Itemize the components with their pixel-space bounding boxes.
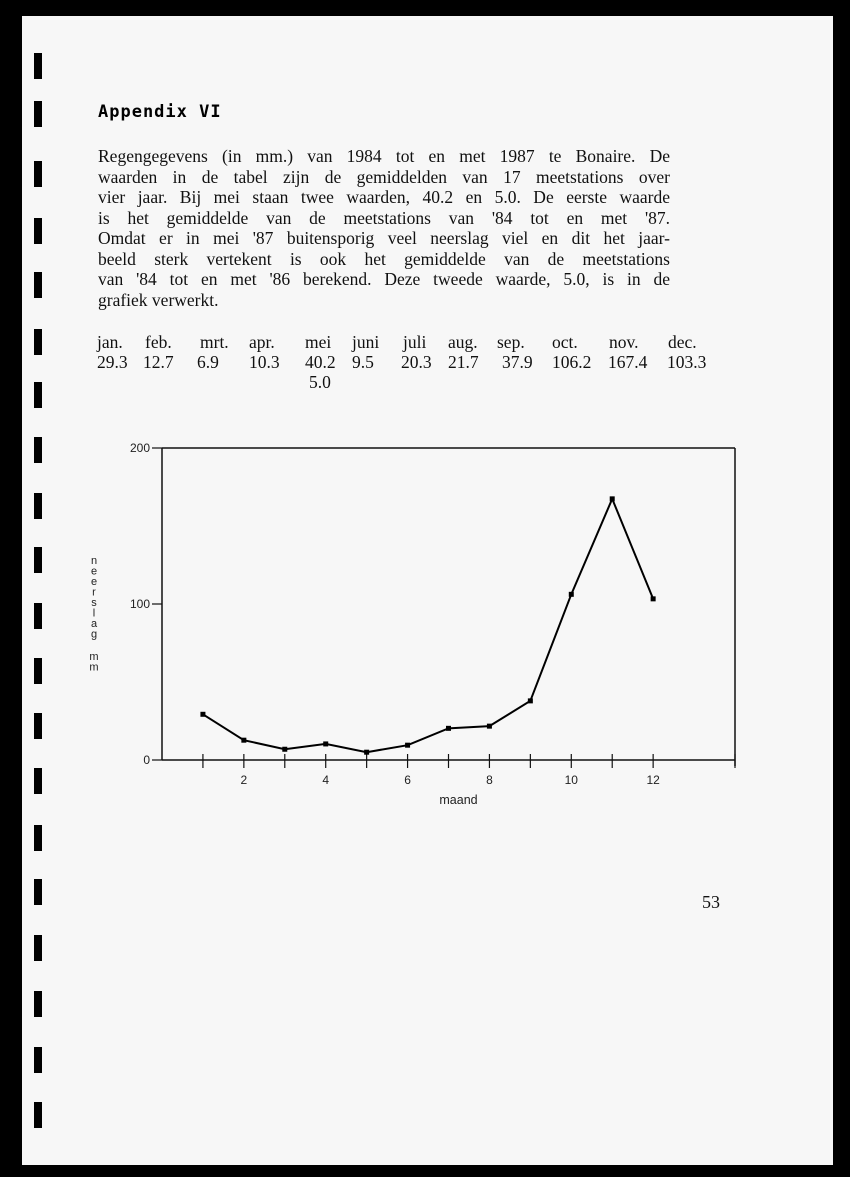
month-value: 167.4 bbox=[608, 352, 648, 372]
month-label: juni bbox=[352, 332, 380, 352]
y-axis-label-char: e bbox=[90, 576, 98, 588]
month-value: 20.3 bbox=[401, 352, 432, 372]
y-axis-label-char: l bbox=[92, 607, 96, 620]
month-value: 10.3 bbox=[249, 352, 280, 372]
binder-hole bbox=[34, 382, 42, 408]
binder-hole bbox=[34, 53, 42, 79]
y-axis-label-char: s bbox=[91, 597, 97, 609]
binder-hole bbox=[34, 218, 42, 244]
month-label: mrt. bbox=[200, 332, 229, 352]
paragraph-line: waarden in de tabel zijn de gemiddelden van 17 meetstations over bbox=[98, 166, 670, 187]
x-tick-label: 2 bbox=[240, 773, 248, 787]
paragraph-line: grafiek verwerkt. bbox=[98, 289, 219, 310]
binder-hole bbox=[34, 101, 42, 127]
data-point bbox=[282, 747, 287, 752]
month-label: dec. bbox=[668, 332, 697, 352]
series-line bbox=[203, 499, 653, 752]
data-point bbox=[364, 750, 369, 755]
month-value: 40.2 bbox=[305, 352, 336, 372]
month-label: oct. bbox=[552, 332, 578, 352]
month-value: 103.3 bbox=[667, 352, 707, 372]
binder-hole bbox=[34, 1102, 42, 1128]
data-point bbox=[651, 596, 656, 601]
data-point bbox=[446, 726, 451, 731]
month-label: feb. bbox=[145, 332, 172, 352]
paragraph-line: beeld sterk vertekent is ook het gemiddelde van de meetstations bbox=[98, 248, 670, 269]
x-tick-label: 10 bbox=[564, 773, 578, 787]
y-tick-label: 200 bbox=[129, 441, 150, 455]
month-label: aug. bbox=[448, 332, 478, 352]
data-point bbox=[487, 724, 492, 729]
month-value: 9.5 bbox=[352, 352, 374, 372]
binder-hole bbox=[34, 1047, 42, 1073]
month-value: 37.9 bbox=[502, 352, 533, 372]
month-label: nov. bbox=[609, 332, 639, 352]
y-axis-label-char: r bbox=[92, 586, 96, 599]
document-page bbox=[22, 16, 833, 1165]
y-axis-label-char: m bbox=[89, 651, 99, 663]
month-value: 6.9 bbox=[197, 352, 219, 372]
paragraph-line: van '84 tot en met '86 berekend. Deze tweede waarde, 5.0, is in de bbox=[98, 269, 670, 289]
y-axis-label-char: n bbox=[90, 555, 98, 567]
paragraph-line: Omdat er in mei '87 buitensporig veel neerslag viel en dit het jaar- bbox=[98, 228, 670, 248]
y-axis-label-char: a bbox=[90, 618, 98, 630]
binder-hole bbox=[34, 879, 42, 905]
binder-hole bbox=[34, 991, 42, 1017]
paragraph-line: vier jaar. Bij mei staan twee waarden, 40.2 en 5.0. De eerste waarde bbox=[98, 187, 670, 207]
y-tick-label: 100 bbox=[129, 597, 150, 611]
binder-hole bbox=[34, 329, 42, 355]
may-second-value: 5.0 bbox=[309, 372, 331, 392]
month-label: juli bbox=[403, 332, 427, 352]
binder-hole bbox=[34, 272, 42, 298]
page-number: 53 bbox=[702, 892, 720, 912]
paragraph-line: Regengegevens (in mm.) van 1984 tot en met 1987 te Bonaire. De bbox=[98, 146, 670, 166]
data-point bbox=[200, 712, 205, 717]
month-value: 106.2 bbox=[552, 352, 592, 372]
y-tick-label: 0 bbox=[143, 753, 150, 767]
binder-hole bbox=[34, 161, 42, 187]
x-tick-label: 12 bbox=[646, 773, 660, 787]
x-axis-label: maand bbox=[439, 793, 478, 807]
data-point bbox=[323, 741, 328, 746]
binder-hole bbox=[34, 935, 42, 961]
data-point bbox=[405, 743, 410, 748]
month-value: 12.7 bbox=[143, 352, 174, 372]
intro-paragraph bbox=[98, 146, 670, 310]
month-value: 29.3 bbox=[97, 352, 128, 372]
month-label: mei bbox=[305, 332, 332, 352]
x-tick-label: 4 bbox=[322, 773, 330, 787]
data-point bbox=[610, 496, 615, 501]
data-point bbox=[528, 698, 533, 703]
paragraph-line: is het gemiddelde van de meetstations van '84 tot en met '87. bbox=[98, 207, 670, 228]
y-axis-label-char: m bbox=[89, 661, 99, 674]
month-label: apr. bbox=[249, 332, 275, 352]
data-point bbox=[569, 592, 574, 597]
month-label: sep. bbox=[497, 332, 525, 352]
x-tick-label: 8 bbox=[486, 773, 493, 787]
month-value: 21.7 bbox=[448, 352, 479, 372]
data-point bbox=[241, 738, 246, 743]
y-axis-label-char: e bbox=[90, 565, 98, 578]
appendix-heading: Appendix VI bbox=[98, 102, 222, 122]
x-tick-label: 6 bbox=[404, 773, 411, 787]
month-label: jan. bbox=[97, 332, 123, 352]
rainfall-chart bbox=[22, 436, 833, 856]
y-axis-label-char: g bbox=[90, 628, 98, 641]
